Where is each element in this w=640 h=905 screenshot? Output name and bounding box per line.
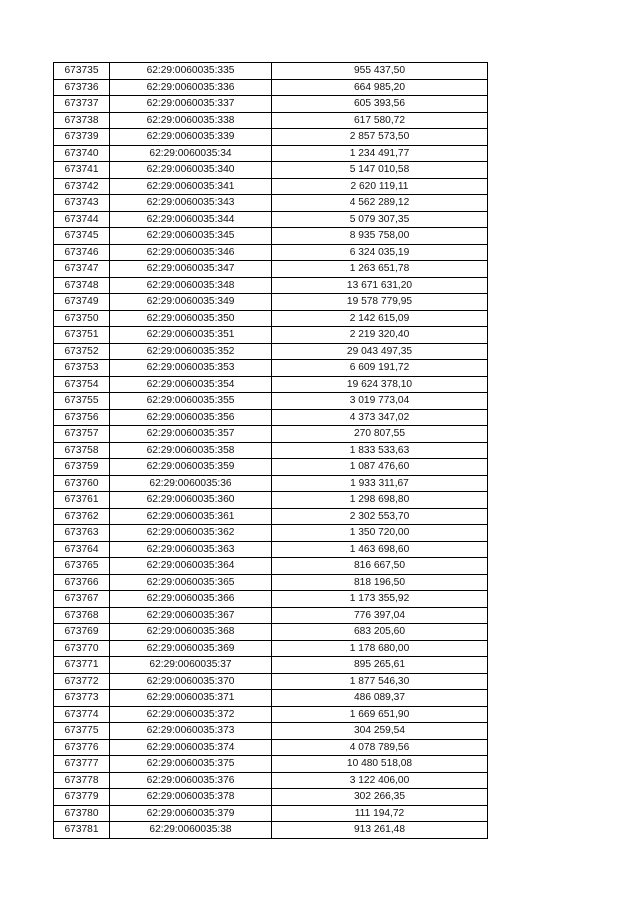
cadastral-number-cell: 62:29:0060035:34	[110, 145, 272, 162]
row-number-cell: 673769	[54, 624, 110, 641]
row-number-cell: 673763	[54, 525, 110, 542]
cadastral-number-cell: 62:29:0060035:373	[110, 723, 272, 740]
row-number-cell: 673754	[54, 376, 110, 393]
cadastral-value-cell: 1 263 651,78	[272, 261, 488, 278]
row-number-cell: 673749	[54, 294, 110, 311]
cadastral-number-cell: 62:29:0060035:364	[110, 558, 272, 575]
cadastral-number-cell: 62:29:0060035:341	[110, 178, 272, 195]
row-number-cell: 673771	[54, 657, 110, 674]
table-row	[54, 640, 488, 657]
table-row	[54, 310, 488, 327]
cadastral-value-cell: 2 302 553,70	[272, 508, 488, 525]
table-row	[54, 426, 488, 443]
row-number-cell: 673750	[54, 310, 110, 327]
table-row	[54, 277, 488, 294]
cadastral-value-cell: 19 578 779,95	[272, 294, 488, 311]
table-row	[54, 789, 488, 806]
cadastral-number-cell: 62:29:0060035:348	[110, 277, 272, 294]
table-row	[54, 96, 488, 113]
cadastral-value-cell: 955 437,50	[272, 63, 488, 80]
cadastral-value-cell: 1 877 546,30	[272, 673, 488, 690]
table-row	[54, 162, 488, 179]
cadastral-value-cell: 818 196,50	[272, 574, 488, 591]
row-number-cell: 673747	[54, 261, 110, 278]
cadastral-number-cell: 62:29:0060035:358	[110, 442, 272, 459]
cadastral-number-cell: 62:29:0060035:352	[110, 343, 272, 360]
cadastral-value-cell: 13 671 631,20	[272, 277, 488, 294]
row-number-cell: 673757	[54, 426, 110, 443]
cadastral-number-cell: 62:29:0060035:372	[110, 706, 272, 723]
cadastral-value-cell: 1 173 355,92	[272, 591, 488, 608]
table-row	[54, 657, 488, 674]
cadastral-value-table	[53, 62, 488, 839]
cadastral-number-cell: 62:29:0060035:356	[110, 409, 272, 426]
table-row	[54, 79, 488, 96]
cadastral-number-cell: 62:29:0060035:374	[110, 739, 272, 756]
cadastral-value-cell: 4 373 347,02	[272, 409, 488, 426]
cadastral-value-cell: 4 562 289,12	[272, 195, 488, 212]
cadastral-number-cell: 62:29:0060035:369	[110, 640, 272, 657]
table-row	[54, 294, 488, 311]
row-number-cell: 673755	[54, 393, 110, 410]
row-number-cell: 673745	[54, 228, 110, 245]
table-row	[54, 607, 488, 624]
cadastral-number-cell: 62:29:0060035:349	[110, 294, 272, 311]
table-row	[54, 475, 488, 492]
cadastral-number-cell: 62:29:0060035:337	[110, 96, 272, 113]
table-row	[54, 112, 488, 129]
row-number-cell: 673781	[54, 822, 110, 839]
table-row	[54, 178, 488, 195]
cadastral-value-cell: 1 087 476,60	[272, 459, 488, 476]
table-row	[54, 63, 488, 80]
table-row	[54, 211, 488, 228]
row-number-cell: 673776	[54, 739, 110, 756]
row-number-cell: 673743	[54, 195, 110, 212]
cadastral-value-cell: 664 985,20	[272, 79, 488, 96]
table-row	[54, 624, 488, 641]
row-number-cell: 673753	[54, 360, 110, 377]
table-row	[54, 492, 488, 509]
table-row	[54, 393, 488, 410]
row-number-cell: 673762	[54, 508, 110, 525]
table-row	[54, 360, 488, 377]
row-number-cell: 673764	[54, 541, 110, 558]
table-row	[54, 739, 488, 756]
table-row	[54, 723, 488, 740]
cadastral-value-cell: 304 259,54	[272, 723, 488, 740]
cadastral-value-cell: 5 079 307,35	[272, 211, 488, 228]
cadastral-value-cell: 6 324 035,19	[272, 244, 488, 261]
row-number-cell: 673778	[54, 772, 110, 789]
table-row	[54, 772, 488, 789]
row-number-cell: 673765	[54, 558, 110, 575]
table-row	[54, 541, 488, 558]
cadastral-number-cell: 62:29:0060035:363	[110, 541, 272, 558]
row-number-cell: 673773	[54, 690, 110, 707]
cadastral-number-cell: 62:29:0060035:365	[110, 574, 272, 591]
cadastral-value-cell: 776 397,04	[272, 607, 488, 624]
table-row	[54, 376, 488, 393]
cadastral-value-cell: 302 266,35	[272, 789, 488, 806]
row-number-cell: 673760	[54, 475, 110, 492]
cadastral-number-cell: 62:29:0060035:379	[110, 805, 272, 822]
table-row	[54, 327, 488, 344]
table-row	[54, 525, 488, 542]
cadastral-number-cell: 62:29:0060035:338	[110, 112, 272, 129]
cadastral-number-cell: 62:29:0060035:347	[110, 261, 272, 278]
cadastral-value-cell: 1 833 533,63	[272, 442, 488, 459]
row-number-cell: 673744	[54, 211, 110, 228]
cadastral-number-cell: 62:29:0060035:371	[110, 690, 272, 707]
row-number-cell: 673748	[54, 277, 110, 294]
cadastral-value-cell: 1 350 720,00	[272, 525, 488, 542]
cadastral-number-cell: 62:29:0060035:361	[110, 508, 272, 525]
row-number-cell: 673768	[54, 607, 110, 624]
row-number-cell: 673774	[54, 706, 110, 723]
cadastral-value-cell: 605 393,56	[272, 96, 488, 113]
cadastral-value-cell: 617 580,72	[272, 112, 488, 129]
table-row	[54, 145, 488, 162]
row-number-cell: 673738	[54, 112, 110, 129]
cadastral-number-cell: 62:29:0060035:357	[110, 426, 272, 443]
cadastral-value-cell: 5 147 010,58	[272, 162, 488, 179]
cadastral-value-cell: 1 234 491,77	[272, 145, 488, 162]
table-row	[54, 261, 488, 278]
row-number-cell: 673739	[54, 129, 110, 146]
row-number-cell: 673740	[54, 145, 110, 162]
cadastral-number-cell: 62:29:0060035:362	[110, 525, 272, 542]
cadastral-value-cell: 486 089,37	[272, 690, 488, 707]
row-number-cell: 673775	[54, 723, 110, 740]
cadastral-number-cell: 62:29:0060035:359	[110, 459, 272, 476]
cadastral-number-cell: 62:29:0060035:367	[110, 607, 272, 624]
cadastral-value-cell: 6 609 191,72	[272, 360, 488, 377]
cadastral-value-cell: 2 857 573,50	[272, 129, 488, 146]
row-number-cell: 673751	[54, 327, 110, 344]
cadastral-value-cell: 111 194,72	[272, 805, 488, 822]
row-number-cell: 673759	[54, 459, 110, 476]
row-number-cell: 673741	[54, 162, 110, 179]
row-number-cell: 673752	[54, 343, 110, 360]
table-row	[54, 805, 488, 822]
row-number-cell: 673742	[54, 178, 110, 195]
row-number-cell: 673767	[54, 591, 110, 608]
cadastral-value-cell: 19 624 378,10	[272, 376, 488, 393]
cadastral-number-cell: 62:29:0060035:360	[110, 492, 272, 509]
row-number-cell: 673766	[54, 574, 110, 591]
cadastral-number-cell: 62:29:0060035:37	[110, 657, 272, 674]
cadastral-number-cell: 62:29:0060035:344	[110, 211, 272, 228]
row-number-cell: 673770	[54, 640, 110, 657]
cadastral-number-cell: 62:29:0060035:38	[110, 822, 272, 839]
cadastral-value-cell: 4 078 789,56	[272, 739, 488, 756]
cadastral-value-cell: 270 807,55	[272, 426, 488, 443]
cadastral-value-cell: 816 667,50	[272, 558, 488, 575]
table-row	[54, 459, 488, 476]
cadastral-value-cell: 2 219 320,40	[272, 327, 488, 344]
cadastral-number-cell: 62:29:0060035:340	[110, 162, 272, 179]
row-number-cell: 673735	[54, 63, 110, 80]
table-row	[54, 558, 488, 575]
row-number-cell: 673779	[54, 789, 110, 806]
cadastral-value-cell: 2 620 119,11	[272, 178, 488, 195]
cadastral-value-cell: 1 178 680,00	[272, 640, 488, 657]
cadastral-number-cell: 62:29:0060035:376	[110, 772, 272, 789]
row-number-cell: 673736	[54, 79, 110, 96]
table-row	[54, 756, 488, 773]
row-number-cell: 673737	[54, 96, 110, 113]
table-row	[54, 822, 488, 839]
row-number-cell: 673780	[54, 805, 110, 822]
table-row	[54, 343, 488, 360]
cadastral-value-cell: 3 122 406,00	[272, 772, 488, 789]
table-row	[54, 244, 488, 261]
cadastral-number-cell: 62:29:0060035:36	[110, 475, 272, 492]
cadastral-number-cell: 62:29:0060035:353	[110, 360, 272, 377]
cadastral-number-cell: 62:29:0060035:346	[110, 244, 272, 261]
cadastral-value-cell: 29 043 497,35	[272, 343, 488, 360]
cadastral-value-cell: 895 265,61	[272, 657, 488, 674]
cadastral-number-cell: 62:29:0060035:335	[110, 63, 272, 80]
cadastral-number-cell: 62:29:0060035:355	[110, 393, 272, 410]
cadastral-value-cell: 2 142 615,09	[272, 310, 488, 327]
cadastral-value-cell: 913 261,48	[272, 822, 488, 839]
row-number-cell: 673777	[54, 756, 110, 773]
cadastral-number-cell: 62:29:0060035:378	[110, 789, 272, 806]
cadastral-value-cell: 1 933 311,67	[272, 475, 488, 492]
row-number-cell: 673758	[54, 442, 110, 459]
cadastral-value-cell: 3 019 773,04	[272, 393, 488, 410]
table-row	[54, 129, 488, 146]
table-body	[54, 63, 488, 839]
cadastral-number-cell: 62:29:0060035:343	[110, 195, 272, 212]
row-number-cell: 673761	[54, 492, 110, 509]
cadastral-number-cell: 62:29:0060035:368	[110, 624, 272, 641]
cadastral-number-cell: 62:29:0060035:339	[110, 129, 272, 146]
cadastral-number-cell: 62:29:0060035:370	[110, 673, 272, 690]
cadastral-value-cell: 1 669 651,90	[272, 706, 488, 723]
row-number-cell: 673756	[54, 409, 110, 426]
cadastral-number-cell: 62:29:0060035:354	[110, 376, 272, 393]
table-row	[54, 574, 488, 591]
cadastral-value-cell: 1 298 698,80	[272, 492, 488, 509]
cadastral-value-cell: 8 935 758,00	[272, 228, 488, 245]
table-row	[54, 442, 488, 459]
cadastral-number-cell: 62:29:0060035:351	[110, 327, 272, 344]
cadastral-number-cell: 62:29:0060035:336	[110, 79, 272, 96]
cadastral-number-cell: 62:29:0060035:375	[110, 756, 272, 773]
cadastral-number-cell: 62:29:0060035:366	[110, 591, 272, 608]
cadastral-value-cell: 683 205,60	[272, 624, 488, 641]
row-number-cell: 673772	[54, 673, 110, 690]
table-row	[54, 508, 488, 525]
cadastral-number-cell: 62:29:0060035:345	[110, 228, 272, 245]
table-row	[54, 690, 488, 707]
cadastral-value-cell: 1 463 698,60	[272, 541, 488, 558]
cadastral-value-cell: 10 480 518,08	[272, 756, 488, 773]
cadastral-number-cell: 62:29:0060035:350	[110, 310, 272, 327]
table-row	[54, 409, 488, 426]
table-row	[54, 591, 488, 608]
row-number-cell: 673746	[54, 244, 110, 261]
table-row	[54, 706, 488, 723]
table-row	[54, 673, 488, 690]
table-row	[54, 228, 488, 245]
table-row	[54, 195, 488, 212]
